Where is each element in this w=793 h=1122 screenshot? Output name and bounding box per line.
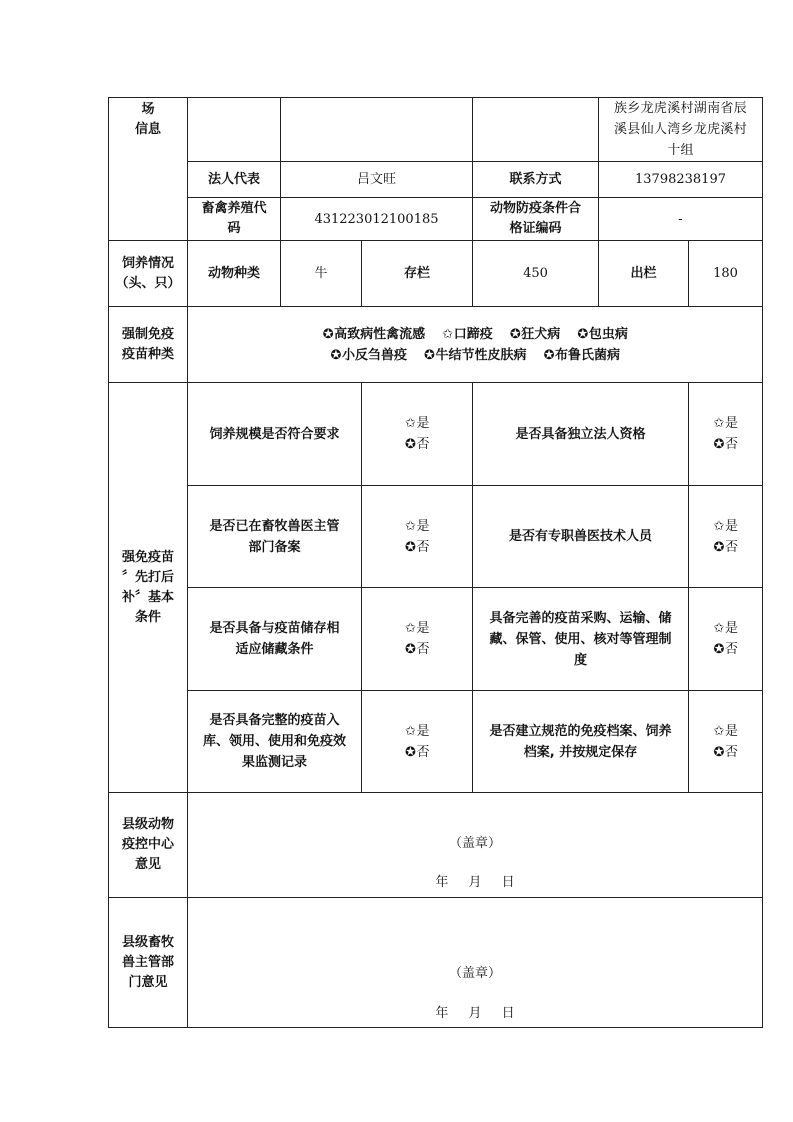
date-line [188,1003,762,1024]
month-label: 月 [468,875,482,890]
species-value: 牛 [281,241,362,307]
year-label: 年 [435,875,449,890]
vaccine-option-fmd[interactable] [442,327,493,342]
county-dept-label-line: 门意见 [128,974,168,990]
answer-yes-label: 是 [725,723,739,739]
question-line: 适应储藏条件 [235,642,314,657]
checked-star-icon: ✪ [322,326,334,342]
answer-no-label: 否 [416,539,430,555]
answer-no[interactable] [365,434,469,455]
condition-question [473,383,689,486]
stock-label: 存栏 [362,241,473,307]
answer-yes[interactable] [692,516,759,537]
vaccine-label [109,307,188,383]
answer-yes-label: 是 [725,621,739,636]
vaccine-option-label: 口蹄疫 [453,326,493,342]
checked-star-icon: ✪ [424,347,435,363]
answer-yes[interactable] [365,413,469,434]
farm-info-label-line: 信息 [134,122,161,137]
permit-value: - [599,198,763,241]
conditions-label-line: 〞先打后 [121,569,174,585]
vaccine-option-label: 高致病性禽流感 [334,326,426,342]
conditions-label-line: 补〞基本 [121,589,174,605]
county-dept-label-line: 兽主管部 [121,954,174,970]
vaccine-option-echinococcosis[interactable] [577,327,628,342]
species-label: 动物种类 [188,241,281,307]
question-line: 是否具备与疫苗储存相 [209,621,340,636]
vaccine-label-line: 强制免疫 [121,326,174,342]
empty-cell [188,98,281,162]
unchecked-star-icon: ✩ [713,518,725,534]
unchecked-star-icon: ✩ [713,621,725,636]
answer-yes[interactable] [365,618,469,639]
unchecked-star-icon: ✩ [713,416,725,431]
checked-star-icon: ✪ [543,347,555,363]
day-label: 日 [501,1006,515,1021]
condition-answer[interactable] [362,486,473,588]
county-dept-label-line: 县级畜牧 [121,934,174,950]
answer-yes-label: 是 [725,518,739,534]
date-line [188,872,762,893]
farm-info-label-line: 场 [141,102,155,117]
county-dept-opinion[interactable] [188,898,763,1028]
vaccine-option-brucellosis[interactable] [543,348,620,363]
checked-star-icon: ✪ [405,539,416,555]
checked-star-icon: ✪ [713,539,725,555]
month-label: 月 [468,1006,482,1021]
vaccine-option-label: 狂犬病 [521,326,561,342]
checked-star-icon: ✪ [713,744,725,760]
conditions-label-line: 强免疫苗 [121,549,174,565]
answer-yes-label: 是 [416,518,430,534]
checked-star-icon: ✪ [330,347,342,363]
unchecked-star-icon: ✩ [713,723,725,739]
condition-question [473,691,689,793]
checked-star-icon: ✪ [405,437,416,452]
condition-question [473,486,689,588]
county-center-label-line: 疫控中心 [121,837,174,852]
conditions-label-line: 条件 [134,609,161,625]
question-line: 档案, 并按规定保存 [523,744,638,760]
address-line: 十组 [667,143,694,158]
year-label: 年 [435,1006,449,1021]
condition-answer[interactable] [689,691,763,793]
condition-question [188,691,362,793]
county-center-label-line: 县级动物 [121,817,174,832]
question-line: 是否建立规范的免疫档案、饲养 [489,723,672,739]
county-center-opinion[interactable] [188,793,763,898]
question-line: 果监测记录 [241,755,307,770]
farm-code-label-line: 畜禽养殖代 [201,201,267,216]
answer-no-label: 否 [725,437,739,452]
vaccine-option-ppr[interactable] [330,348,407,363]
checked-star-icon: ✪ [405,744,416,760]
question-line: 藏、保管、使用、核对等管理制 [489,631,672,647]
answer-yes[interactable] [365,516,469,537]
answer-no-label: 否 [725,642,739,657]
question-line: 是否具备独立法人资格 [515,426,646,442]
vaccine-option-label: 布鲁氏菌病 [555,347,621,363]
out-value: 180 [689,241,763,307]
vaccine-option-label: 小反刍兽疫 [341,347,407,363]
farm-code-value: 431223012100185 [281,198,473,241]
question-line: 是否已在畜牧兽医主管 [209,518,340,534]
farm-code-label-line: 码 [227,221,241,236]
condition-answer[interactable] [689,588,763,691]
address-line: 族乡龙虎溪村湖南省辰 [614,101,748,116]
condition-answer[interactable] [362,383,473,486]
checked-star-icon: ✪ [713,437,725,452]
farm-address [599,98,763,162]
contact-label: 联系方式 [473,162,599,198]
feeding-label-line: （头、只） [115,275,181,291]
condition-question [188,588,362,691]
condition-question [473,588,689,691]
answer-no[interactable] [692,537,759,558]
empty-cell [281,98,473,162]
unchecked-star-icon: ✩ [442,326,454,342]
question-line: 饲养规模是否符合要求 [209,426,340,442]
permit-label-line: 动物防疫条件合 [489,201,581,216]
unchecked-star-icon: ✩ [405,723,416,739]
legal-rep-value: 吕文旺 [281,162,473,198]
question-line: 库、领用、使用和免疫效 [202,734,346,749]
conditions-label [109,383,188,793]
answer-yes-label: 是 [725,416,739,431]
answer-yes-label: 是 [416,723,430,739]
condition-answer[interactable] [689,383,763,486]
condition-answer[interactable] [362,691,473,793]
vaccine-option-rabies[interactable] [509,327,560,342]
vaccine-option-label: 包虫病 [588,326,628,342]
answer-no-label: 否 [416,642,430,657]
checked-star-icon: ✪ [405,642,416,657]
registration-form-table [108,97,763,1028]
permit-label [473,198,599,241]
answer-no-label: 否 [416,437,430,452]
answer-no[interactable] [365,742,469,763]
question-line: 具备完善的疫苗采购、运输、储 [489,610,672,626]
answer-no-label: 否 [725,539,739,555]
checked-star-icon: ✪ [713,642,725,657]
vaccine-options [188,307,763,383]
day-label: 日 [501,875,515,890]
county-center-label [109,793,188,898]
feeding-label-line: 饲养情况 [121,255,174,271]
checked-star-icon: ✪ [509,326,521,342]
question-line: 度 [573,652,587,668]
answer-no[interactable] [365,537,469,558]
answer-no[interactable] [692,434,759,455]
seal-placeholder: （盖章） [449,966,502,981]
seal-placeholder: （盖章） [449,836,502,851]
answer-no[interactable] [692,742,759,763]
answer-yes-label: 是 [416,621,430,636]
condition-question [188,486,362,588]
answer-no[interactable] [692,639,759,660]
address-line: 溪县仙人湾乡龙虎溪村 [614,122,748,137]
farm-code-label [188,198,281,241]
contact-value: 13798238197 [599,162,763,198]
answer-yes[interactable] [365,721,469,742]
unchecked-star-icon: ✩ [405,416,416,431]
unchecked-star-icon: ✩ [405,518,416,534]
legal-rep-label: 法人代表 [188,162,281,198]
vaccine-option-label: 牛结节性皮肤病 [435,347,527,363]
answer-yes[interactable] [692,721,759,742]
question-line: 部门备案 [248,539,301,555]
vaccine-options-row [191,324,759,345]
condition-answer[interactable] [689,486,763,588]
answer-yes-label: 是 [416,416,430,431]
question-line: 是否有专职兽医技术人员 [508,529,652,544]
county-center-label-line: 意见 [134,857,161,872]
empty-cell [473,98,599,162]
answer-yes[interactable] [692,618,759,639]
answer-no[interactable] [365,639,469,660]
stock-value: 450 [473,241,599,307]
out-label: 出栏 [599,241,689,307]
feeding-label [109,241,188,307]
answer-no-label: 否 [416,744,430,760]
vaccine-label-line: 疫苗种类 [121,346,174,362]
unchecked-star-icon: ✩ [405,621,416,636]
county-dept-label [109,898,188,1028]
permit-label-line: 格证编码 [509,221,562,236]
question-line: 是否具备完整的疫苗入 [209,713,340,728]
vaccine-option-lsd[interactable] [424,348,527,363]
answer-yes[interactable] [692,413,759,434]
vaccine-option-hpai[interactable] [322,327,425,342]
answer-no-label: 否 [725,744,739,760]
farm-info-label [109,98,188,241]
condition-question [188,383,362,486]
condition-answer[interactable] [362,588,473,691]
checked-star-icon: ✪ [577,326,589,342]
vaccine-options-row [191,345,759,366]
